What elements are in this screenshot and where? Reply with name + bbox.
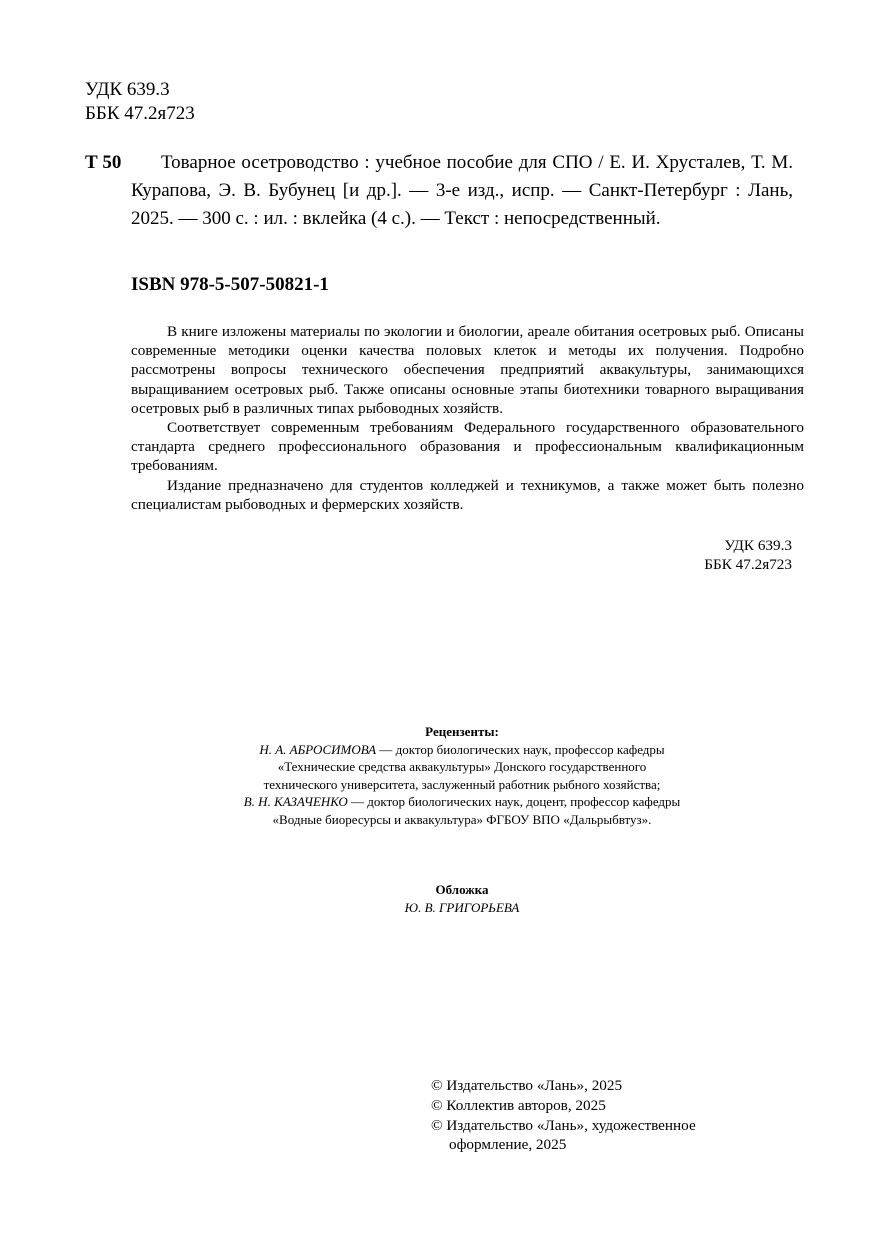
reviewer-1-line-3: технического университета, заслуженный работник рыбного хозяйства; bbox=[263, 776, 661, 792]
copyright-line-2: © Коллектив авторов, 2025 bbox=[431, 1096, 606, 1114]
reviewer-2-title: — доктор биологических наук, доцент, профессор кафедры bbox=[347, 794, 681, 809]
reviewer-2-line-1 bbox=[131, 793, 793, 811]
cover-designer: Ю. В. ГРИГОРЬЕВА bbox=[404, 899, 520, 915]
annotation-paragraph: Издание предназначено для студентов колледжей и техникумов, а также может быть полезно специалистам рыбоводных и фермерских хозяйств. bbox=[131, 476, 804, 513]
bibliographic-record: Товарное осетроводство : учебное пособие для СПО / Е. И. Хрусталев, Т. М. Курапова, Э. В. Бубунец [и др.]. — 3-е изд., испр. — Санкт-Петербург : Лань, 2025. — 300 с. : ил. : вклейка (4 с.). — Текст : непосредственный. bbox=[131, 152, 793, 229]
bbk-code-right: ББК 47.2я723 bbox=[704, 556, 792, 574]
top-classification-codes bbox=[85, 78, 195, 126]
copyright-line-3: © Издательство «Лань», художественное bbox=[431, 1116, 696, 1134]
reviewer-1-line-2: «Технические средства аквакультуры» Донского государственного bbox=[277, 759, 647, 774]
annotation-paragraph: В книге изложены материалы по экологии и биологии, ареале обитания осетровых рыб. Описаны современные методики оценки качества половых клеток и методы их получения. Подробно рассмотрены вопросы технического обеспечения предприятий аквакультуры, занимающихся выращиванием осетровых рыб. Также описаны основные этапы биотехники товарного выращивания осетровых рыб в различных типах рыбоводных хозяйств. bbox=[131, 323, 804, 417]
reviewer-1-title: — доктор биологических наук, профессор кафедры bbox=[376, 741, 665, 757]
reviewer-1-name: Н. А. АБРОСИМОВА bbox=[259, 741, 377, 757]
udk-code-right: УДК 639.3 bbox=[724, 537, 792, 554]
right-classification-codes bbox=[704, 536, 792, 574]
author-mark: Т 50 bbox=[85, 152, 122, 173]
annotation bbox=[131, 322, 804, 514]
bbk-code: ББК 47.2я723 bbox=[85, 103, 195, 124]
copyright-line-3-continued: оформление, 2025 bbox=[449, 1136, 567, 1154]
annotation-paragraph: Соответствует современным требованиям Федерального государственного образовательного стандарта среднего профессионального образования и профессиональным квалификационным требованиям. bbox=[131, 419, 804, 475]
copyright-line-1: © Издательство «Лань», 2025 bbox=[431, 1077, 623, 1094]
cover-heading: Обложка bbox=[435, 882, 489, 897]
reviewers-heading: Рецензенты: bbox=[425, 724, 499, 739]
reviewer-2-name: В. Н. КАЗАЧЕНКО bbox=[243, 794, 348, 809]
cover-credit bbox=[131, 881, 793, 916]
reviewer-2-line-2: «Водные биоресурсы и аквакультура» ФГБОУ ВПО «Дальрыбвтуз». bbox=[272, 811, 652, 827]
reviewers-block bbox=[131, 723, 793, 828]
reviewer-1-line-1 bbox=[131, 741, 793, 759]
udk-code: УДК 639.3 bbox=[85, 79, 170, 100]
copyright-block bbox=[431, 1076, 696, 1155]
isbn: ISBN 978-5-507-50821-1 bbox=[131, 274, 329, 295]
